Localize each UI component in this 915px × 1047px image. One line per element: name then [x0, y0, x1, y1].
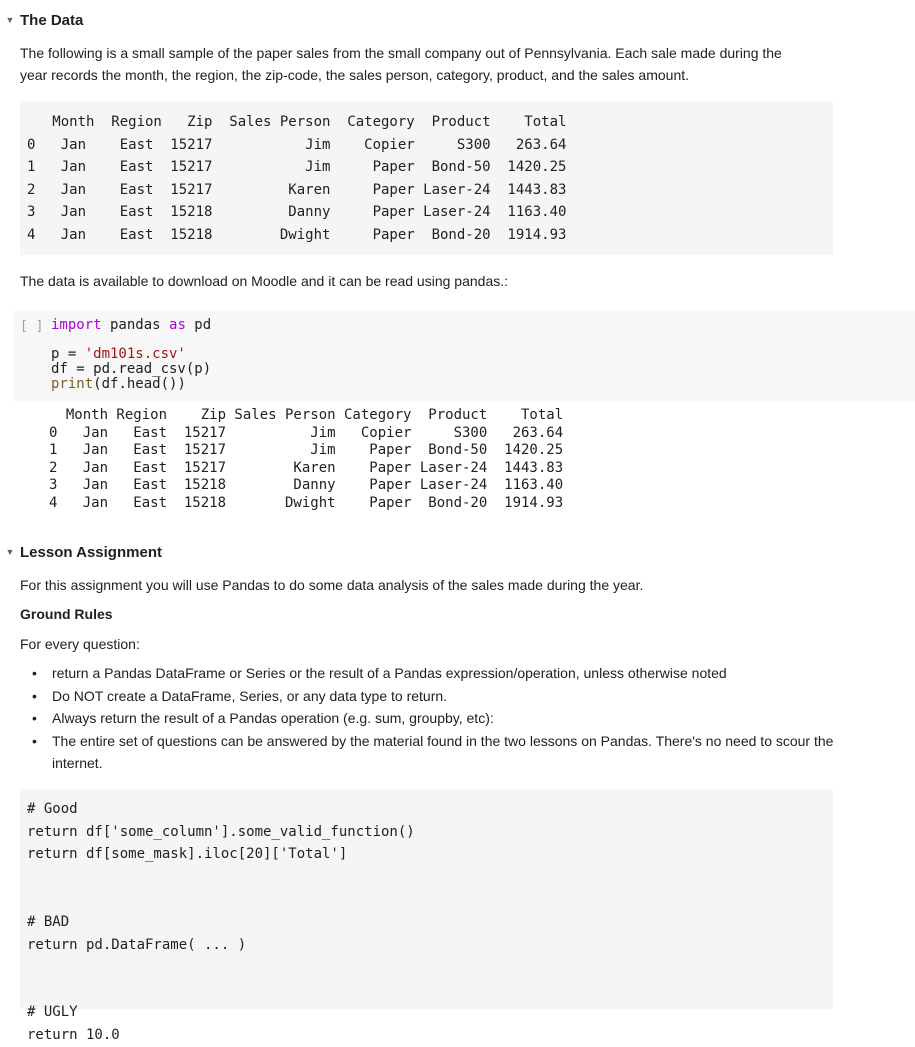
- ground-rules-heading: Ground Rules: [20, 606, 113, 622]
- table-row: 2 Jan East 15217 Karen Paper Laser-24 1443.83: [27, 181, 567, 198]
- collapse-caret-icon[interactable]: ▼: [5, 547, 15, 557]
- section-title: The Data: [20, 11, 84, 29]
- table-row: Month Region Zip Sales Person Category Product Total: [27, 114, 567, 130]
- code-line: # BAD: [27, 913, 70, 930]
- section-title: Lesson Assignment: [20, 543, 162, 561]
- code-line-1: [51, 317, 211, 333]
- output-row: 1 Jan East 15217 Jim Paper Bond-50 1420.25: [49, 442, 564, 459]
- intro-paragraph: [20, 42, 850, 86]
- code-text: pandas: [101, 317, 170, 333]
- code-line-2: [51, 346, 186, 362]
- section-header-lesson-assignment[interactable]: [0, 541, 162, 563]
- code-cell[interactable]: [14, 310, 915, 402]
- list-item: [20, 730, 850, 774]
- code-line: # Good: [27, 801, 78, 817]
- code-line: return df[some_mask].iloc[20]['Total']: [27, 846, 348, 863]
- intro-line: The following is a small sample of the paper sales from the small company out of Pennsylvania. Each sale made during the: [20, 45, 782, 61]
- examples-code: [27, 798, 415, 1047]
- code-text: p =: [51, 346, 85, 362]
- for-every-question: For every question:: [20, 636, 140, 652]
- intro-line: year records the month, the region, the zip-code, the sales person, category, product, and the sales amount.: [20, 67, 690, 83]
- output-row: Month Region Zip Sales Person Category Product Total: [49, 407, 564, 423]
- list-item: [20, 707, 850, 729]
- table-row: 4 Jan East 15218 Dwight Paper Bond-20 1914.93: [27, 226, 567, 243]
- table-row: 0 Jan East 15217 Jim Copier S300 263.64: [27, 136, 567, 153]
- bullet-icon: •: [32, 732, 37, 749]
- sample-table-block: [20, 101, 833, 255]
- examples-block: [20, 789, 833, 1043]
- output-row: 3 Jan East 15218 Danny Paper Laser-24 1163.40: [49, 477, 564, 494]
- download-note: The data is available to download on Moodle and it can be read using pandas.:: [20, 273, 509, 289]
- run-cell-button[interactable]: [ ]: [20, 319, 44, 334]
- cell-output: [49, 407, 563, 513]
- rule-text: Do NOT create a DataFrame, Series, or any data type to return.: [52, 687, 448, 704]
- table-row: 1 Jan East 15217 Jim Paper Bond-50 1420.25: [27, 159, 567, 176]
- code-line-4: [51, 376, 186, 392]
- function-name: print: [51, 376, 94, 392]
- bullet-icon: •: [32, 710, 37, 726]
- bullet-icon: •: [32, 665, 37, 681]
- output-row: 2 Jan East 15217 Karen Paper Laser-24 1443.83: [49, 459, 564, 476]
- rule-text: The entire set of questions can be answered by the material found in the two lessons on Pandas. There's no need to scour the internet.: [52, 732, 834, 771]
- assignment-intro: For this assignment you will use Pandas to do some data analysis of the sales made during the year.: [20, 577, 644, 593]
- code-line: return df['some_column'].some_valid_function(): [27, 823, 415, 840]
- collapse-caret-icon[interactable]: ▼: [5, 15, 15, 25]
- code-line: return 10.0: [27, 1026, 120, 1043]
- keyword: as: [169, 317, 186, 333]
- section-header-the-data[interactable]: [0, 9, 83, 31]
- code-line-3: df = pd.read_csv(p): [51, 361, 212, 377]
- code-text: pd: [185, 317, 212, 333]
- rule-text: return a Pandas DataFrame or Series or the result of a Pandas expression/operation, unless otherwise noted: [52, 665, 727, 681]
- string-literal: 'dm101s.csv': [84, 346, 186, 362]
- keyword: import: [51, 317, 102, 333]
- code-line: return pd.DataFrame( ... ): [27, 936, 247, 953]
- output-row: 0 Jan East 15217 Jim Copier S300 263.64: [49, 424, 564, 441]
- rules-list: [20, 662, 850, 774]
- output-row: 4 Jan East 15218 Dwight Paper Bond-20 1914.93: [49, 494, 564, 511]
- list-item: [20, 662, 850, 684]
- rule-text: Always return the result of a Pandas operation (e.g. sum, groupby, etc):: [52, 710, 494, 726]
- code-line: # UGLY: [27, 1004, 78, 1021]
- list-item: [20, 685, 850, 707]
- sample-table-text: [27, 111, 566, 247]
- code-text: (df.head()): [93, 376, 186, 392]
- table-row: 3 Jan East 15218 Danny Paper Laser-24 1163.40: [27, 204, 567, 221]
- bullet-icon: •: [32, 687, 37, 704]
